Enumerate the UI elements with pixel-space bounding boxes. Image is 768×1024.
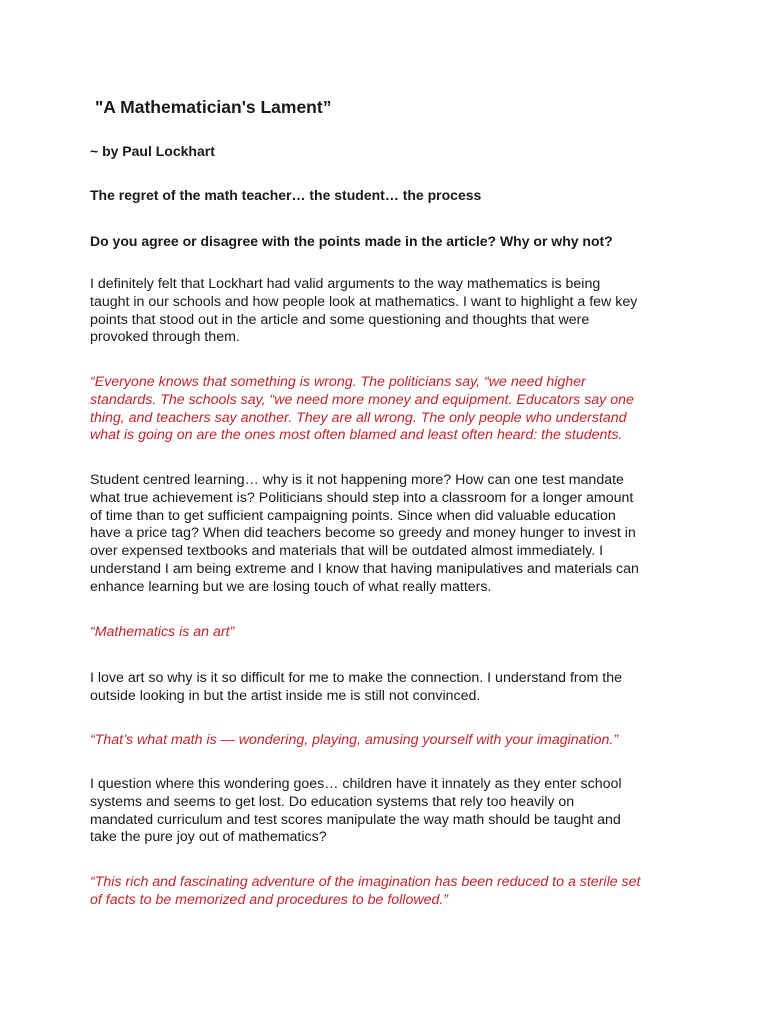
text-line: points that stood out in the article and some questioning and thoughts that were xyxy=(90,311,590,328)
text-line: systems and seems to get lost. Do education systems that rely too heavily on xyxy=(90,793,575,810)
quote-paragraph xyxy=(90,624,690,642)
quote-line: thing, and teachers say another. They are all wrong. The only people who understand xyxy=(90,409,627,426)
discussion-question: Do you agree or disagree with the points made in the article? Why or why not? xyxy=(90,233,613,249)
text-line: what true achievement is? Politicians should step into a classroom for a longer amount xyxy=(90,489,634,506)
text-line: Student centred learning… why is it not happening more? How can one test mandate xyxy=(90,472,624,488)
quote-line: of facts to be memorized and procedures to be followed.” xyxy=(90,891,449,908)
document-subtitle: The regret of the math teacher… the student… the process xyxy=(90,187,482,203)
text-line: over expensed textbooks and materials that will be outdated almost immediately. I xyxy=(90,543,604,560)
quote-line: “This rich and fascinating adventure of the imagination has been reduced to a sterile set xyxy=(90,874,641,890)
quote-line: “Everyone knows that something is wrong. The politicians say, “we need higher xyxy=(90,374,586,390)
quote-line: “That’s what math is — wondering, playing, amusing yourself with your imagination.” xyxy=(90,732,619,748)
quote-paragraph xyxy=(90,374,690,445)
quote-line: what is going on are the ones most often blamed and least often heard: the students. xyxy=(90,427,623,444)
quote-line: “Mathematics is an art” xyxy=(90,624,235,640)
document-title: "A Mathematician's Lament” xyxy=(95,97,332,117)
text-line: enhance learning but we are losing touch of what really matters. xyxy=(90,578,492,595)
text-line: outside looking in but the artist inside me is still not convinced. xyxy=(90,687,481,704)
text-line: I definitely felt that Lockhart had valid arguments to the way mathematics is being xyxy=(90,276,601,292)
text-line: understand I am being extreme and I know that having manipulatives and materials can xyxy=(90,560,639,577)
author-byline: ~ by Paul Lockhart xyxy=(90,143,215,159)
text-line: I love art so why is it so difficult for me to make the connection. I understand from the xyxy=(90,670,623,686)
text-line: of time than to get sufficient campaigning points. Since when did valuable education xyxy=(90,507,616,524)
text-line: taught in our schools and how people look at mathematics. I want to highlight a few key xyxy=(90,293,638,310)
quote-paragraph xyxy=(90,874,690,910)
quote-line: standards. The schools say, “we need more money and equipment. Educators say one xyxy=(90,391,634,408)
text-line: I question where this wondering goes… children have it innately as they enter school xyxy=(90,776,622,792)
text-line: have a price tag? When did teachers become so greedy and money hunger to invest in xyxy=(90,525,636,542)
text-line: mandated curriculum and test scores manipulate the way math should be taught and xyxy=(90,811,621,828)
quote-paragraph xyxy=(90,732,690,750)
body-paragraph xyxy=(90,670,690,706)
body-paragraph xyxy=(90,472,690,597)
body-paragraph xyxy=(90,276,690,347)
text-line: provoked through them. xyxy=(90,329,240,346)
text-line: take the pure joy out of mathematics? xyxy=(90,829,327,846)
body-paragraph xyxy=(90,776,690,847)
